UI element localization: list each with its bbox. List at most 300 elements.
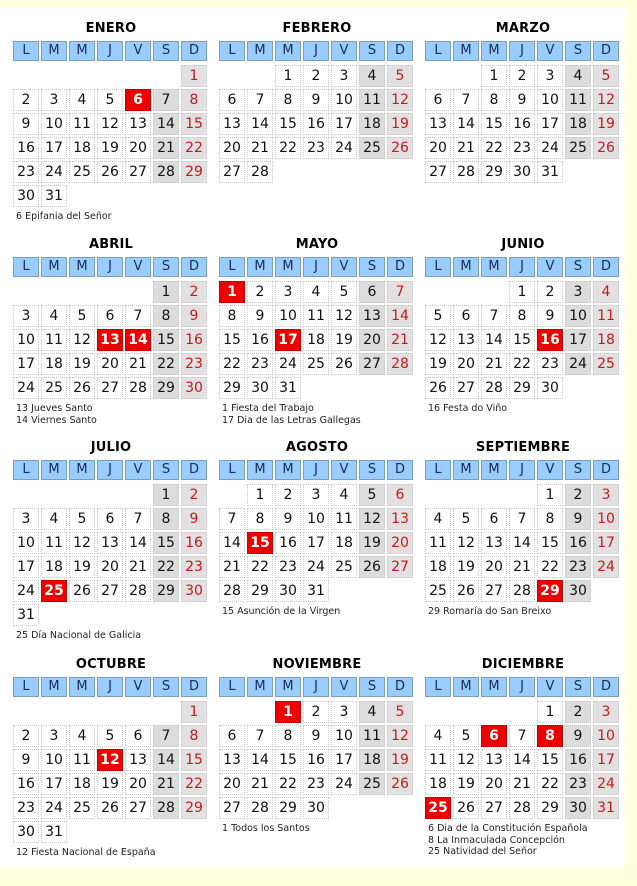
day-cell[interactable]: 30 xyxy=(303,797,329,819)
day-cell[interactable]: 2 xyxy=(275,484,301,506)
sunday-cell[interactable]: 29 xyxy=(181,797,207,819)
day-cell[interactable]: 13 xyxy=(425,113,451,135)
sunday-cell[interactable]: 9 xyxy=(181,508,207,530)
day-cell[interactable]: 16 xyxy=(247,329,273,351)
day-cell[interactable]: 31 xyxy=(41,185,67,207)
day-cell[interactable]: 20 xyxy=(453,353,479,375)
day-cell[interactable]: 3 xyxy=(537,65,563,87)
day-cell[interactable]: 30 xyxy=(275,580,301,602)
day-cell[interactable]: 3 xyxy=(13,508,39,530)
saturday-cell[interactable]: 15 xyxy=(153,329,179,351)
saturday-cell[interactable]: 4 xyxy=(565,65,591,87)
sunday-cell[interactable]: 17 xyxy=(593,749,619,771)
day-cell[interactable]: 3 xyxy=(331,701,357,723)
day-cell[interactable]: 17 xyxy=(303,532,329,554)
day-cell[interactable]: 9 xyxy=(509,89,535,111)
saturday-cell[interactable]: 17 xyxy=(565,329,591,351)
saturday-cell[interactable]: 13 xyxy=(359,305,385,327)
sunday-cell[interactable]: 21 xyxy=(387,329,413,351)
day-cell[interactable]: 6 xyxy=(125,725,151,747)
day-cell[interactable]: 13 xyxy=(97,532,123,554)
day-cell[interactable]: 26 xyxy=(453,580,479,602)
day-cell[interactable]: 5 xyxy=(97,89,123,111)
day-cell[interactable]: 16 xyxy=(13,773,39,795)
day-cell[interactable]: 28 xyxy=(453,161,479,183)
day-cell[interactable]: 14 xyxy=(481,329,507,351)
sunday-cell[interactable]: 11 xyxy=(593,305,619,327)
day-cell[interactable]: 18 xyxy=(425,773,451,795)
day-cell[interactable]: 10 xyxy=(13,329,39,351)
saturday-cell[interactable]: 24 xyxy=(565,353,591,375)
day-cell[interactable]: 20 xyxy=(219,137,245,159)
day-cell[interactable]: 28 xyxy=(125,377,151,399)
saturday-cell[interactable]: 22 xyxy=(153,353,179,375)
day-cell[interactable]: 27 xyxy=(125,161,151,183)
day-cell[interactable]: 25 xyxy=(331,556,357,578)
sunday-cell[interactable]: 14 xyxy=(387,305,413,327)
day-cell[interactable]: 9 xyxy=(303,89,329,111)
day-cell[interactable]: 8 xyxy=(537,508,563,530)
day-cell[interactable]: 25 xyxy=(69,161,95,183)
day-cell[interactable]: 14 xyxy=(219,532,245,554)
day-cell[interactable]: 7 xyxy=(509,725,535,747)
saturday-cell[interactable]: 23 xyxy=(565,773,591,795)
day-cell[interactable]: 17 xyxy=(41,137,67,159)
day-cell[interactable]: 21 xyxy=(481,353,507,375)
day-cell[interactable]: 11 xyxy=(41,329,67,351)
day-cell[interactable]: 26 xyxy=(425,377,451,399)
day-cell[interactable]: 22 xyxy=(247,556,273,578)
day-cell[interactable]: 8 xyxy=(509,305,535,327)
day-cell[interactable]: 4 xyxy=(41,508,67,530)
sunday-cell[interactable]: 23 xyxy=(181,556,207,578)
sunday-cell[interactable]: 19 xyxy=(387,113,413,135)
day-cell[interactable]: 11 xyxy=(41,532,67,554)
day-cell[interactable]: 15 xyxy=(219,329,245,351)
sunday-cell[interactable]: 12 xyxy=(387,725,413,747)
sunday-cell[interactable]: 20 xyxy=(387,532,413,554)
day-cell[interactable]: 15 xyxy=(537,749,563,771)
day-cell[interactable]: 23 xyxy=(275,556,301,578)
sunday-cell[interactable]: 13 xyxy=(387,508,413,530)
day-cell[interactable]: 4 xyxy=(425,508,451,530)
saturday-cell[interactable]: 18 xyxy=(359,749,385,771)
sunday-cell[interactable]: 24 xyxy=(593,773,619,795)
day-cell[interactable]: 31 xyxy=(13,604,39,626)
day-cell[interactable]: 19 xyxy=(97,137,123,159)
sunday-cell[interactable]: 22 xyxy=(181,773,207,795)
holiday-cell[interactable]: 17 xyxy=(275,329,301,351)
sunday-cell[interactable]: 8 xyxy=(181,89,207,111)
saturday-cell[interactable]: 28 xyxy=(153,161,179,183)
day-cell[interactable]: 30 xyxy=(247,377,273,399)
day-cell[interactable]: 28 xyxy=(247,797,273,819)
sunday-cell[interactable]: 15 xyxy=(181,113,207,135)
day-cell[interactable]: 15 xyxy=(481,113,507,135)
day-cell[interactable]: 13 xyxy=(125,749,151,771)
day-cell[interactable]: 16 xyxy=(275,532,301,554)
day-cell[interactable]: 4 xyxy=(331,484,357,506)
sunday-cell[interactable]: 29 xyxy=(181,161,207,183)
day-cell[interactable]: 11 xyxy=(303,305,329,327)
sunday-cell[interactable]: 3 xyxy=(593,701,619,723)
day-cell[interactable]: 21 xyxy=(509,556,535,578)
saturday-cell[interactable]: 7 xyxy=(153,89,179,111)
day-cell[interactable]: 7 xyxy=(481,305,507,327)
holiday-cell[interactable]: 12 xyxy=(97,749,123,771)
day-cell[interactable]: 16 xyxy=(303,749,329,771)
day-cell[interactable]: 14 xyxy=(125,532,151,554)
day-cell[interactable]: 8 xyxy=(481,89,507,111)
day-cell[interactable]: 18 xyxy=(303,329,329,351)
day-cell[interactable]: 29 xyxy=(275,797,301,819)
day-cell[interactable]: 18 xyxy=(425,556,451,578)
day-cell[interactable]: 6 xyxy=(425,89,451,111)
day-cell[interactable]: 21 xyxy=(247,773,273,795)
day-cell[interactable]: 25 xyxy=(69,797,95,819)
day-cell[interactable]: 23 xyxy=(509,137,535,159)
saturday-cell[interactable]: 21 xyxy=(153,773,179,795)
day-cell[interactable]: 7 xyxy=(247,725,273,747)
day-cell[interactable]: 27 xyxy=(125,797,151,819)
saturday-cell[interactable]: 18 xyxy=(359,113,385,135)
day-cell[interactable]: 1 xyxy=(537,701,563,723)
day-cell[interactable]: 13 xyxy=(453,329,479,351)
day-cell[interactable]: 28 xyxy=(247,161,273,183)
day-cell[interactable]: 23 xyxy=(303,137,329,159)
sunday-cell[interactable]: 4 xyxy=(593,281,619,303)
saturday-cell[interactable]: 22 xyxy=(153,556,179,578)
day-cell[interactable]: 18 xyxy=(331,532,357,554)
sunday-cell[interactable]: 31 xyxy=(593,797,619,819)
day-cell[interactable]: 20 xyxy=(97,556,123,578)
day-cell[interactable]: 24 xyxy=(13,580,39,602)
day-cell[interactable]: 31 xyxy=(41,821,67,843)
day-cell[interactable]: 29 xyxy=(247,580,273,602)
day-cell[interactable]: 14 xyxy=(247,113,273,135)
day-cell[interactable]: 17 xyxy=(13,556,39,578)
day-cell[interactable]: 28 xyxy=(509,580,535,602)
saturday-cell[interactable]: 8 xyxy=(153,508,179,530)
saturday-cell[interactable]: 2 xyxy=(565,701,591,723)
sunday-cell[interactable]: 16 xyxy=(181,532,207,554)
holiday-cell[interactable]: 1 xyxy=(275,701,301,723)
saturday-cell[interactable]: 26 xyxy=(359,556,385,578)
sunday-cell[interactable]: 5 xyxy=(593,65,619,87)
day-cell[interactable]: 5 xyxy=(425,305,451,327)
day-cell[interactable]: 12 xyxy=(331,305,357,327)
sunday-cell[interactable]: 18 xyxy=(593,329,619,351)
day-cell[interactable]: 18 xyxy=(41,353,67,375)
sunday-cell[interactable]: 1 xyxy=(181,65,207,87)
day-cell[interactable]: 31 xyxy=(303,580,329,602)
saturday-cell[interactable]: 29 xyxy=(153,580,179,602)
day-cell[interactable]: 13 xyxy=(219,113,245,135)
day-cell[interactable]: 20 xyxy=(481,556,507,578)
day-cell[interactable]: 20 xyxy=(125,137,151,159)
day-cell[interactable]: 27 xyxy=(481,797,507,819)
day-cell[interactable]: 27 xyxy=(425,161,451,183)
day-cell[interactable]: 29 xyxy=(481,161,507,183)
day-cell[interactable]: 5 xyxy=(453,508,479,530)
day-cell[interactable]: 11 xyxy=(69,749,95,771)
day-cell[interactable]: 13 xyxy=(125,113,151,135)
day-cell[interactable]: 18 xyxy=(69,137,95,159)
day-cell[interactable]: 15 xyxy=(537,532,563,554)
day-cell[interactable]: 4 xyxy=(41,305,67,327)
day-cell[interactable]: 26 xyxy=(453,797,479,819)
saturday-cell[interactable]: 18 xyxy=(565,113,591,135)
day-cell[interactable]: 12 xyxy=(453,532,479,554)
day-cell[interactable]: 9 xyxy=(13,113,39,135)
day-cell[interactable]: 2 xyxy=(13,89,39,111)
day-cell[interactable]: 21 xyxy=(509,773,535,795)
day-cell[interactable]: 27 xyxy=(219,161,245,183)
day-cell[interactable]: 5 xyxy=(453,725,479,747)
day-cell[interactable]: 9 xyxy=(537,305,563,327)
day-cell[interactable]: 26 xyxy=(97,161,123,183)
sunday-cell[interactable]: 2 xyxy=(181,281,207,303)
day-cell[interactable]: 24 xyxy=(13,377,39,399)
day-cell[interactable]: 18 xyxy=(69,773,95,795)
sunday-cell[interactable]: 30 xyxy=(181,377,207,399)
saturday-cell[interactable]: 4 xyxy=(359,65,385,87)
saturday-cell[interactable]: 25 xyxy=(359,137,385,159)
day-cell[interactable]: 9 xyxy=(247,305,273,327)
saturday-cell[interactable]: 14 xyxy=(153,749,179,771)
day-cell[interactable]: 30 xyxy=(13,821,39,843)
day-cell[interactable]: 10 xyxy=(303,508,329,530)
sunday-cell[interactable]: 10 xyxy=(593,508,619,530)
day-cell[interactable]: 13 xyxy=(481,532,507,554)
sunday-cell[interactable]: 27 xyxy=(387,556,413,578)
day-cell[interactable]: 16 xyxy=(509,113,535,135)
day-cell[interactable]: 27 xyxy=(97,377,123,399)
day-cell[interactable]: 29 xyxy=(537,797,563,819)
day-cell[interactable]: 25 xyxy=(41,377,67,399)
day-cell[interactable]: 1 xyxy=(537,484,563,506)
sunday-cell[interactable]: 23 xyxy=(181,353,207,375)
day-cell[interactable]: 16 xyxy=(13,137,39,159)
day-cell[interactable]: 10 xyxy=(41,113,67,135)
saturday-cell[interactable]: 19 xyxy=(359,532,385,554)
saturday-cell[interactable]: 7 xyxy=(153,725,179,747)
day-cell[interactable]: 4 xyxy=(69,89,95,111)
day-cell[interactable]: 8 xyxy=(219,305,245,327)
sunday-cell[interactable]: 19 xyxy=(593,113,619,135)
day-cell[interactable]: 6 xyxy=(453,305,479,327)
day-cell[interactable]: 2 xyxy=(537,281,563,303)
day-cell[interactable]: 27 xyxy=(97,580,123,602)
day-cell[interactable]: 20 xyxy=(97,353,123,375)
holiday-cell[interactable]: 6 xyxy=(481,725,507,747)
day-cell[interactable]: 30 xyxy=(509,161,535,183)
saturday-cell[interactable]: 2 xyxy=(565,484,591,506)
day-cell[interactable]: 20 xyxy=(125,773,151,795)
saturday-cell[interactable]: 8 xyxy=(153,305,179,327)
day-cell[interactable]: 2 xyxy=(303,701,329,723)
day-cell[interactable]: 6 xyxy=(481,508,507,530)
saturday-cell[interactable]: 25 xyxy=(565,137,591,159)
day-cell[interactable]: 17 xyxy=(331,749,357,771)
day-cell[interactable]: 26 xyxy=(69,377,95,399)
day-cell[interactable]: 6 xyxy=(97,508,123,530)
day-cell[interactable]: 19 xyxy=(425,353,451,375)
day-cell[interactable]: 22 xyxy=(275,137,301,159)
sunday-cell[interactable]: 7 xyxy=(387,281,413,303)
day-cell[interactable]: 17 xyxy=(331,113,357,135)
day-cell[interactable]: 7 xyxy=(125,305,151,327)
saturday-cell[interactable]: 9 xyxy=(565,725,591,747)
day-cell[interactable]: 14 xyxy=(509,749,535,771)
sunday-cell[interactable]: 6 xyxy=(387,484,413,506)
day-cell[interactable]: 23 xyxy=(537,353,563,375)
day-cell[interactable]: 19 xyxy=(69,353,95,375)
saturday-cell[interactable]: 14 xyxy=(153,113,179,135)
day-cell[interactable]: 28 xyxy=(481,377,507,399)
day-cell[interactable]: 20 xyxy=(219,773,245,795)
day-cell[interactable]: 22 xyxy=(219,353,245,375)
day-cell[interactable]: 10 xyxy=(537,89,563,111)
day-cell[interactable]: 14 xyxy=(509,532,535,554)
day-cell[interactable]: 24 xyxy=(537,137,563,159)
day-cell[interactable]: 31 xyxy=(537,161,563,183)
day-cell[interactable]: 3 xyxy=(41,89,67,111)
saturday-cell[interactable]: 15 xyxy=(153,532,179,554)
day-cell[interactable]: 2 xyxy=(247,281,273,303)
day-cell[interactable]: 19 xyxy=(453,556,479,578)
saturday-cell[interactable]: 25 xyxy=(359,773,385,795)
day-cell[interactable]: 8 xyxy=(275,725,301,747)
day-cell[interactable]: 7 xyxy=(453,89,479,111)
day-cell[interactable]: 11 xyxy=(331,508,357,530)
saturday-cell[interactable]: 11 xyxy=(359,89,385,111)
day-cell[interactable]: 20 xyxy=(425,137,451,159)
saturday-cell[interactable]: 20 xyxy=(359,329,385,351)
day-cell[interactable]: 23 xyxy=(303,773,329,795)
day-cell[interactable]: 28 xyxy=(509,797,535,819)
day-cell[interactable]: 14 xyxy=(453,113,479,135)
day-cell[interactable]: 13 xyxy=(481,749,507,771)
day-cell[interactable]: 6 xyxy=(219,725,245,747)
saturday-cell[interactable]: 3 xyxy=(565,281,591,303)
sunday-cell[interactable]: 28 xyxy=(387,353,413,375)
day-cell[interactable]: 12 xyxy=(69,329,95,351)
day-cell[interactable]: 17 xyxy=(13,353,39,375)
saturday-cell[interactable]: 29 xyxy=(153,377,179,399)
sunday-cell[interactable]: 2 xyxy=(181,484,207,506)
saturday-cell[interactable]: 27 xyxy=(359,353,385,375)
sunday-cell[interactable]: 19 xyxy=(387,749,413,771)
day-cell[interactable]: 3 xyxy=(13,305,39,327)
day-cell[interactable]: 20 xyxy=(481,773,507,795)
saturday-cell[interactable]: 11 xyxy=(565,89,591,111)
sunday-cell[interactable]: 26 xyxy=(387,773,413,795)
day-cell[interactable]: 15 xyxy=(275,749,301,771)
day-cell[interactable]: 21 xyxy=(125,556,151,578)
day-cell[interactable]: 17 xyxy=(41,773,67,795)
sunday-cell[interactable]: 9 xyxy=(181,305,207,327)
day-cell[interactable]: 10 xyxy=(13,532,39,554)
day-cell[interactable]: 19 xyxy=(97,773,123,795)
day-cell[interactable]: 27 xyxy=(219,797,245,819)
day-cell[interactable]: 24 xyxy=(303,556,329,578)
day-cell[interactable]: 4 xyxy=(69,725,95,747)
day-cell[interactable]: 18 xyxy=(41,556,67,578)
day-cell[interactable]: 2 xyxy=(13,725,39,747)
day-cell[interactable]: 22 xyxy=(537,773,563,795)
day-cell[interactable]: 24 xyxy=(41,161,67,183)
day-cell[interactable]: 2 xyxy=(509,65,535,87)
day-cell[interactable]: 11 xyxy=(425,532,451,554)
day-cell[interactable]: 8 xyxy=(247,508,273,530)
holiday-cell[interactable]: 6 xyxy=(125,89,151,111)
sunday-cell[interactable]: 12 xyxy=(593,89,619,111)
day-cell[interactable]: 27 xyxy=(453,377,479,399)
day-cell[interactable]: 26 xyxy=(69,580,95,602)
saturday-cell[interactable]: 30 xyxy=(565,797,591,819)
holiday-cell[interactable]: 14 xyxy=(125,329,151,351)
sunday-cell[interactable]: 10 xyxy=(593,725,619,747)
saturday-cell[interactable]: 1 xyxy=(153,484,179,506)
day-cell[interactable]: 7 xyxy=(247,89,273,111)
day-cell[interactable]: 24 xyxy=(331,137,357,159)
sunday-cell[interactable]: 25 xyxy=(593,353,619,375)
day-cell[interactable]: 24 xyxy=(41,797,67,819)
day-cell[interactable]: 27 xyxy=(481,580,507,602)
day-cell[interactable]: 5 xyxy=(97,725,123,747)
saturday-cell[interactable]: 9 xyxy=(565,508,591,530)
day-cell[interactable]: 12 xyxy=(425,329,451,351)
day-cell[interactable]: 4 xyxy=(303,281,329,303)
day-cell[interactable]: 11 xyxy=(69,113,95,135)
day-cell[interactable]: 25 xyxy=(303,353,329,375)
day-cell[interactable]: 21 xyxy=(453,137,479,159)
day-cell[interactable]: 9 xyxy=(13,749,39,771)
holiday-cell[interactable]: 15 xyxy=(247,532,273,554)
sunday-cell[interactable]: 5 xyxy=(387,65,413,87)
day-cell[interactable]: 31 xyxy=(275,377,301,399)
sunday-cell[interactable]: 26 xyxy=(593,137,619,159)
day-cell[interactable]: 14 xyxy=(247,749,273,771)
day-cell[interactable]: 21 xyxy=(247,137,273,159)
day-cell[interactable]: 25 xyxy=(425,580,451,602)
day-cell[interactable]: 19 xyxy=(69,556,95,578)
day-cell[interactable]: 26 xyxy=(97,797,123,819)
day-cell[interactable]: 5 xyxy=(331,281,357,303)
day-cell[interactable]: 16 xyxy=(303,113,329,135)
day-cell[interactable]: 6 xyxy=(97,305,123,327)
day-cell[interactable]: 13 xyxy=(219,749,245,771)
day-cell[interactable]: 23 xyxy=(13,797,39,819)
day-cell[interactable]: 28 xyxy=(219,580,245,602)
sunday-cell[interactable]: 26 xyxy=(387,137,413,159)
sunday-cell[interactable]: 22 xyxy=(181,137,207,159)
saturday-cell[interactable]: 30 xyxy=(565,580,591,602)
day-cell[interactable]: 29 xyxy=(509,377,535,399)
holiday-cell[interactable]: 29 xyxy=(537,580,563,602)
day-cell[interactable]: 3 xyxy=(331,65,357,87)
day-cell[interactable]: 30 xyxy=(13,185,39,207)
day-cell[interactable]: 9 xyxy=(303,725,329,747)
saturday-cell[interactable]: 4 xyxy=(359,701,385,723)
sunday-cell[interactable]: 16 xyxy=(181,329,207,351)
day-cell[interactable]: 1 xyxy=(509,281,535,303)
sunday-cell[interactable]: 3 xyxy=(593,484,619,506)
saturday-cell[interactable]: 5 xyxy=(359,484,385,506)
sunday-cell[interactable]: 15 xyxy=(181,749,207,771)
day-cell[interactable]: 17 xyxy=(537,113,563,135)
